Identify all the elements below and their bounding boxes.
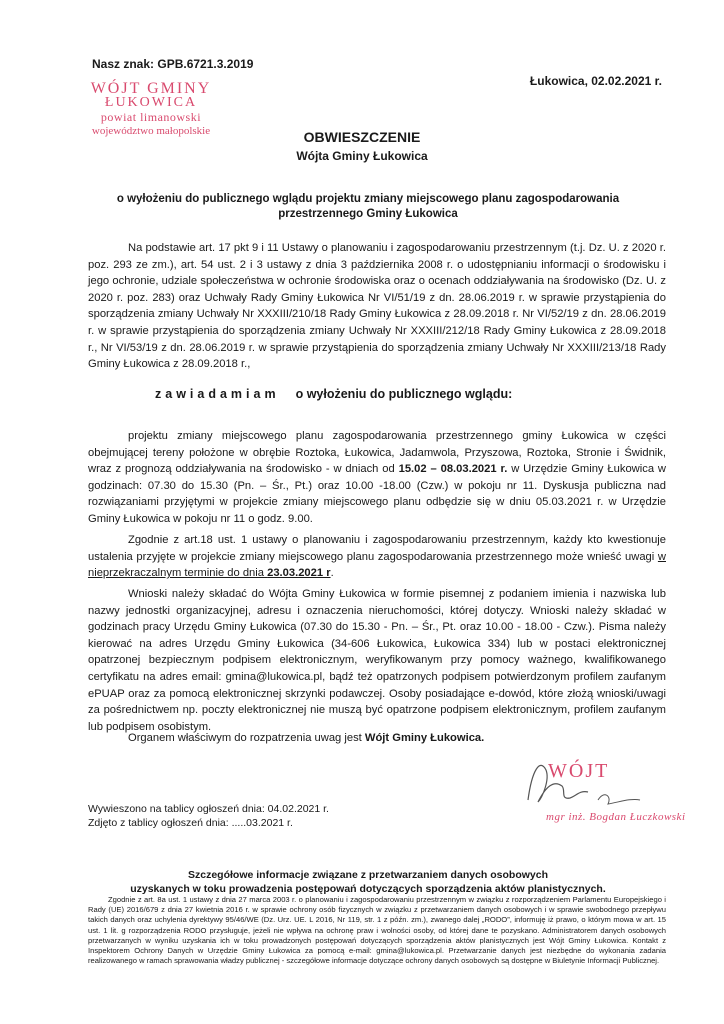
rodo-heading-line-1: Szczegółowe informacje związane z przetwarzaniem danych osobowych — [187, 869, 548, 881]
exhibition-paragraph — [88, 428, 666, 528]
document-date: Łukowica, 02.02.2021 r. — [529, 74, 662, 88]
exhibition-text-b: w Urzędzie Gminy Łukowica w godzinach: 07.30 do 15.30 (Pn. – Śr., Pt.) oraz 10.00 -18.00 (Czw.) w pokoju nr 11. Dyskusja publiczna nad rozwiązaniami przyjętymi w projekcie zmiany miejscowego planu odbędzie się w dniu 05.03.2021 r. w Urzędzie Gminy Łukowica w pokoju nr 11 o godz. 9.00. — [88, 463, 667, 525]
submission-paragraph — [88, 586, 666, 735]
authority-text: Organem właściwym do rozpatrzenia uwag jest — [128, 732, 365, 744]
legal-basis-text: Na podstawie art. 17 pkt 9 i 11 Ustawy o planowaniu i zagospodarowaniu przestrzennym (t.j. Dz. U. z 2020 r. poz. 293 ze zm.), art. 54 ust. 2 i 3 ustawy z dnia 3 października 2008 r. o udostępnianiu informacji o środowisku i jego ochronie, udziale społeczeństwa w ochronie środowiska oraz o ocenach oddziaływania na środowisko (Dz. U. z 2020 r. poz. 283) oraz Uchwały Rady Gminy Łukowica Nr VI/51/19 z dn. 28.06.2019 r. w sprawie przystąpienia do sporządzenia zmiany Uchwały Nr XXXIII/210/18 Rady Gminy Łukowica z 28.09.2018 r. Nr VI/52/19 z dn. 28.06.2019 r. w sprawie przystąpienia do sporządzenia zmiany Uchwały Nr XXXIII/212/18 Rady Gminy Łukowica z 28.09.2018 r., Nr VI/53/19 z dn. 28.06.2019 r. w sprawie przystąpienia do sporządzenia zmiany Uchwały Nr XXXIII/213/18 Rady Gminy Łukowica z 28.09.2018 r., — [88, 242, 666, 371]
document-subject: o wyłożeniu do publicznego wglądu projektu zmiany miejscowego planu zagospodarowania przestrzennego Gminy Łukowica — [116, 193, 620, 220]
rodo-clause — [88, 895, 666, 966]
stamp-line-4: województwo małopolskie — [91, 125, 211, 137]
stamp-line-3: powiat limanowski — [100, 110, 202, 124]
posting-info — [88, 802, 329, 830]
signature-title: WÓJT — [548, 760, 610, 782]
rodo-heading — [88, 868, 648, 896]
announcement-verb: zawiadamiam — [155, 387, 280, 401]
deadline-end: . — [330, 567, 334, 580]
legal-basis-paragraph — [88, 240, 666, 373]
rodo-heading-line-2: uzyskanych w toku prowadzenia postępowań dotyczących sporządzenia aktów planistycznych. — [130, 883, 606, 895]
deadline-date: 23.03.2021 r — [267, 567, 331, 580]
announcement-line — [155, 387, 512, 401]
reference-number: Nasz znak: GPB.6721.3.2019 — [92, 57, 254, 71]
exhibition-text-a: projektu zmiany miejscowego planu zagospodarowania przestrzennego gminy Łukowica w części obejmującej tereny położone w obrębie Roztoka, Łukowica, Jadamwola, Przyszowa, Roztoka, Stronie i Świdnik, wraz z prognozą oddziaływania na środowisko - w dniach od — [88, 430, 666, 476]
exhibition-dates: 15.02 – 08.03.2021 r. — [398, 463, 508, 476]
document-title: OBWIESZCZENIE — [303, 129, 421, 145]
comments-paragraph — [88, 532, 666, 582]
submission-text: Wnioski należy składać do Wójta Gminy Łukowica w formie pisemnej z podaniem imienia i nazwiska lub nazwy jednostki organizacyjnej, adresu i oznaczenia nieruchomości, której dotyczy. Wnioski należy składać w godzinach pracy Urzędu Gminy Łukowica (07.30 do 15.30 - Pn. – Śr., Pt. oraz 10.00 - 18.00 - Czw.). Pisma należy kierować na adres Urzędu Gminy Łukowica (34-606 Łukowica, Łukowica 334) lub w postaci elektronicznej opatrzonej bezpiecznym podpisem elektronicznym, weryfikowanym przy pomocy ważnego, kwalifikowanego certyfikatu na adres email: gmina@lukowica.pl, bądź też opatrzonych podpisem potwierdzonym profilem zaufanym ePUAP oraz za pomocą elektronicznej skrzynki podawczej. Osoby posiadające e-dowód, które złożą wnioski/uwagi za pośrednictwem np. poczty elektronicznej nie muszą być opatrzone podpisem elektronicznym, profilem zaufanym lub podpisem osobistym. — [88, 588, 666, 733]
announcement-rest: o wyłożeniu do publicznego wglądu: — [295, 387, 513, 401]
stamp-line-1: WÓJT GMINY — [90, 80, 212, 97]
comments-text: Zgodnie z art.18 ust. 1 ustawy o planowaniu i zagospodarowaniu przestrzennym, każdy kto kwestionuje ustalenia przyjęte w projekcie zmiany miejscowego planu zagospodarowania przestrzennego może wnieść uwagi — [88, 534, 666, 563]
handwritten-signature — [480, 740, 670, 820]
signatory-name: mgr inż. Bogdan Łuczkowski — [546, 811, 686, 823]
removed-date: Zdjęto z tablicy ogłoszeń dnia: .....03.2021 r. — [88, 817, 293, 829]
authority-name: Wójt Gminy Łukowica. — [364, 732, 485, 744]
deadline-text: w nieprzekraczalnym terminie do dnia — [88, 550, 666, 580]
stamp-line-2: ŁUKOWICA — [104, 95, 198, 110]
posted-date: Wywieszono na tablicy ogłoszeń dnia: 04.02.2021 r. — [88, 803, 329, 815]
rodo-text: Zgodnie z art. 8a ust. 1 ustawy z dnia 27 marca 2003 r. o planowaniu i zagospodarowaniu przestrzennym w związku z rozporządzeniem Parlamentu Europejskiego i Rady (UE) 2016/679 z dnia 27 kwietnia 2016 r. w sprawie ochrony osób fizycznych w związku z przetwarzaniem danych osobowych i w sprawie swobodnego przepływu takich danych oraz uchylenia dyrektywy 95/46/WE (Dz. Urz. UE. L 2016, Nr 119, str. 1 z późn. zm.), zwanego dalej „RODO”, informuję iż prawo, o którym mowa w art. 15 ust. 1 lit. g rozporządzenia RODO przysługuje, jeżeli nie wpływa na ochronę praw i wolności osoby, od której dane te pozyskano. Administratorem danych osobowych przetwarzanych w wyniku uzyskania ich w toku prowadzonych postępowań dotyczących sporządzenia aktów planistycznych jest Wójt Gminy Łukowica. Kontakt z Inspektorem Ochrony Danych w Urzędzie Gminy Łukowica za pomocą e-mail: gmina@lukowica.pl. Przetwarzanie danych jest niezbędne do wykonania zadania realizowanego w ramach sprawowania władzy publicznej - szczegółowe informacje dotyczące ochrony danych osobowych są dostępne w Biuletynie Informacji Publicznej. — [88, 895, 666, 966]
document-subtitle: Wójta Gminy Łukowica — [296, 149, 428, 163]
